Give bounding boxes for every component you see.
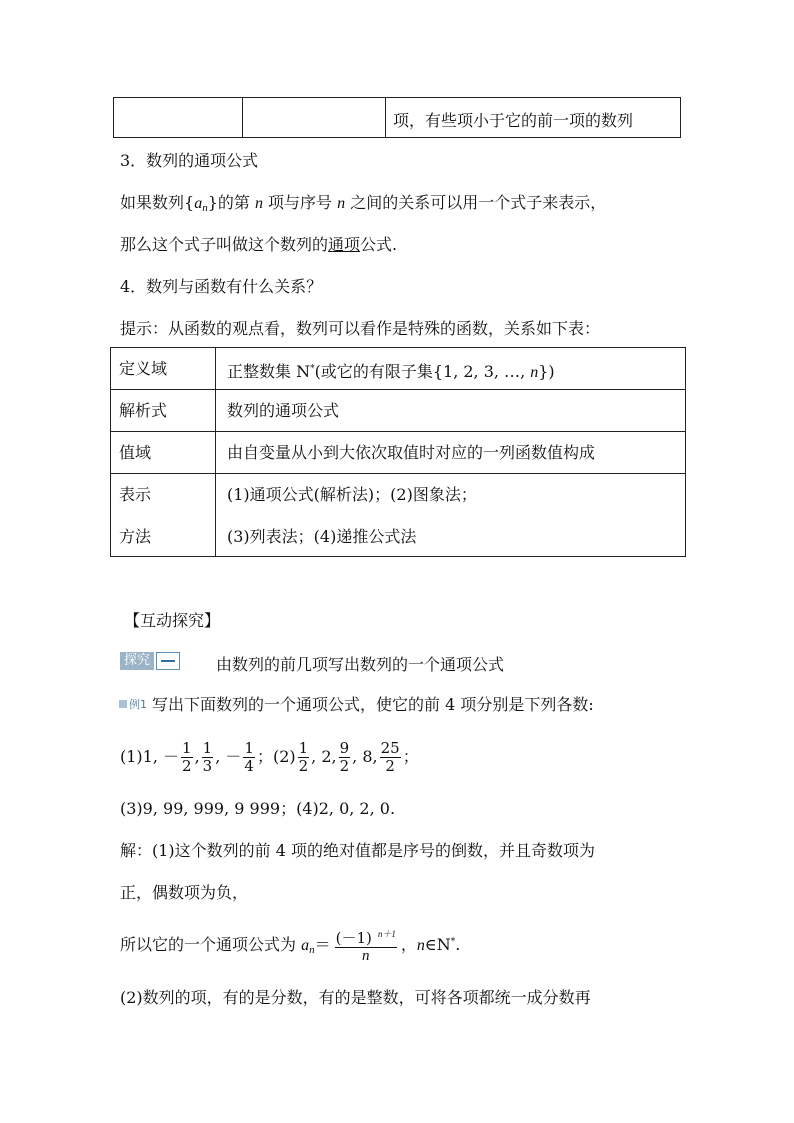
paragraph: 那么这个式子叫做这个数列的通项公式. xyxy=(120,235,398,254)
solution-line: 正，偶数项为负， xyxy=(120,883,249,902)
table-value: 由自变量从小到大依次取值时对应的一列函数值构成 xyxy=(227,443,596,462)
section-heading: 3．数列的通项公式 xyxy=(120,151,259,170)
paragraph: 如果数列$\{a_n\}$的第 n 项与序号 n 之间的关系可以用一个式子来表示， xyxy=(120,193,607,214)
solution-line: (2)数列的项，有的是分数，有的是整数，可将各项都统一成分数再 xyxy=(120,988,591,1007)
table-label: 定义域 xyxy=(119,359,168,378)
table-divider xyxy=(242,98,243,137)
table-label: 解析式 xyxy=(119,401,168,420)
table-divider xyxy=(215,348,216,556)
table-divider xyxy=(111,431,685,432)
example-badge xyxy=(119,696,147,712)
section-heading: 4．数列与函数有什么关系？ xyxy=(120,277,323,296)
table-value: 正整数集 N*(或它的有限子集{1, 2, 3, …, n}) xyxy=(227,362,555,381)
table-divider xyxy=(385,98,386,137)
sequence-list-2: (3)9, 99, 999, 9 999；(4)2, 0, 2, 0. xyxy=(120,799,396,818)
explore-badge xyxy=(120,651,180,671)
solution-line: 解：(1)这个数列的前 4 项的绝对值都是序号的倒数，并且奇数项为 xyxy=(120,841,596,860)
table-label: 表示 xyxy=(119,485,152,504)
sequence-list-1: (1)1, － $\frac{1}{2}$ , $\frac{1}{3}$ , － $\frac{1}{4}$ ；(2) $\frac{1}{2}$ , 2, $\frac{9}{2}$ , 8, $\frac{25}{2}$ ； xyxy=(120,739,419,775)
function-relation-table xyxy=(110,347,686,557)
table-divider xyxy=(111,473,685,474)
hint-paragraph: 提示：从函数的观点看，数列可以看作是特殊的函数，关系如下表： xyxy=(120,319,601,338)
explore-badge-label: 探究 xyxy=(120,652,154,670)
section-title: 【互动探究】 xyxy=(124,611,221,630)
table-value: 数列的通项公式 xyxy=(227,401,340,420)
previous-table-fragment xyxy=(113,97,681,138)
table-divider xyxy=(111,389,685,390)
example-badge-label: 例1 xyxy=(129,698,147,711)
table-label: 方法 xyxy=(119,527,152,546)
table-value: (3)列表法；(4)递推公式法 xyxy=(227,527,417,546)
table-cell-text: 项，有些项小于它的前一项的数列 xyxy=(393,111,634,130)
number-one-icon xyxy=(156,652,180,670)
general-term-formula: 所以它的一个通项公式为 $a_n=$ $\frac{(-1) ^{n+1}}{n}$ ，n∈N*. xyxy=(120,929,461,964)
table-label: 值域 xyxy=(119,443,152,462)
example-question: 写出下面数列的一个通项公式，使它的前 4 项分别是下列各数: xyxy=(152,695,594,714)
table-value: (1)通项公式(解析法)；(2)图象法； xyxy=(227,485,477,504)
example-icon xyxy=(119,700,127,708)
topic-title: 由数列的前几项写出数列的一个通项公式 xyxy=(216,655,505,674)
